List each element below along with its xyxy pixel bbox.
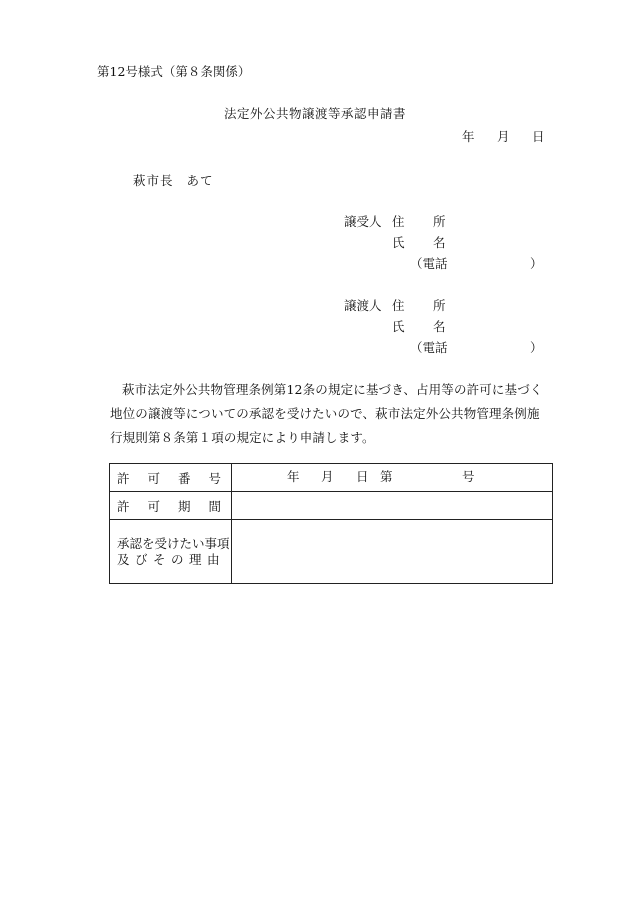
- application-body-text: 萩市法定外公共物管理条例第12条の規定に基づき、占用等の許可に基づく地位の譲渡等についての承認を受けたいので、萩市法定外公共物管理条例施行規則第８条第１項の規定により申請します。: [110, 382, 543, 445]
- transferor-phone-close: ）: [530, 340, 543, 355]
- application-table: [109, 463, 553, 584]
- addressee: [133, 175, 214, 188]
- table-row-permit-period: [110, 492, 553, 520]
- table-row-permit-number: [110, 464, 553, 492]
- reason-label: [110, 520, 232, 584]
- date-month-label: 月: [497, 129, 510, 144]
- permit-number-label-char: 号: [208, 470, 221, 486]
- permit-go-label: 号: [462, 469, 475, 484]
- date-year-label: 年: [462, 129, 475, 144]
- transferee-role: 譲受人: [344, 214, 382, 229]
- permit-number-label-char: 許: [117, 470, 130, 486]
- permit-number-label-char: 可: [147, 470, 160, 486]
- date-day-label: 日: [532, 129, 545, 144]
- permit-number-label-char: 番: [177, 470, 191, 486]
- transferee-name-label: 氏 名: [392, 235, 454, 250]
- transferee-phone-label: （電話: [410, 256, 448, 271]
- addressee-suffix: あて: [186, 173, 214, 188]
- permit-period-label: [110, 492, 232, 520]
- permit-year-label: 年: [287, 469, 300, 484]
- permit-number-field[interactable]: [232, 464, 553, 492]
- transferor-name-label: 氏 名: [392, 319, 454, 334]
- table-row-reason: [110, 520, 553, 584]
- transferee-address-label: 住 所: [392, 214, 454, 229]
- reason-label-line1: 承認を受けたい事項: [117, 535, 230, 551]
- permit-dai-label: 第: [380, 469, 393, 484]
- form-number: 第12号様式（第８条関係）: [97, 64, 251, 79]
- transferor-role: 譲渡人: [344, 298, 382, 313]
- permit-month-label: 月: [321, 469, 334, 484]
- permit-day-label: 日: [356, 469, 369, 484]
- permit-period-label-char: 期: [177, 498, 191, 514]
- permit-period-label-char: 可: [147, 498, 160, 514]
- permit-period-field[interactable]: [232, 492, 553, 520]
- transferor-phone-label: （電話: [410, 340, 448, 355]
- document-title: 法定外公共物譲渡等承認申請書: [223, 106, 406, 121]
- permit-period-label-char: 許: [117, 498, 130, 514]
- permit-number-label: [110, 464, 232, 492]
- transferee-phone-close: ）: [530, 256, 543, 271]
- permit-period-label-char: 間: [208, 498, 221, 514]
- addressee-name: 萩市長: [133, 173, 174, 188]
- transferor-address-label: 住 所: [392, 298, 454, 313]
- reason-field[interactable]: [232, 520, 553, 584]
- reason-label-line2: 及びその理由: [117, 551, 226, 567]
